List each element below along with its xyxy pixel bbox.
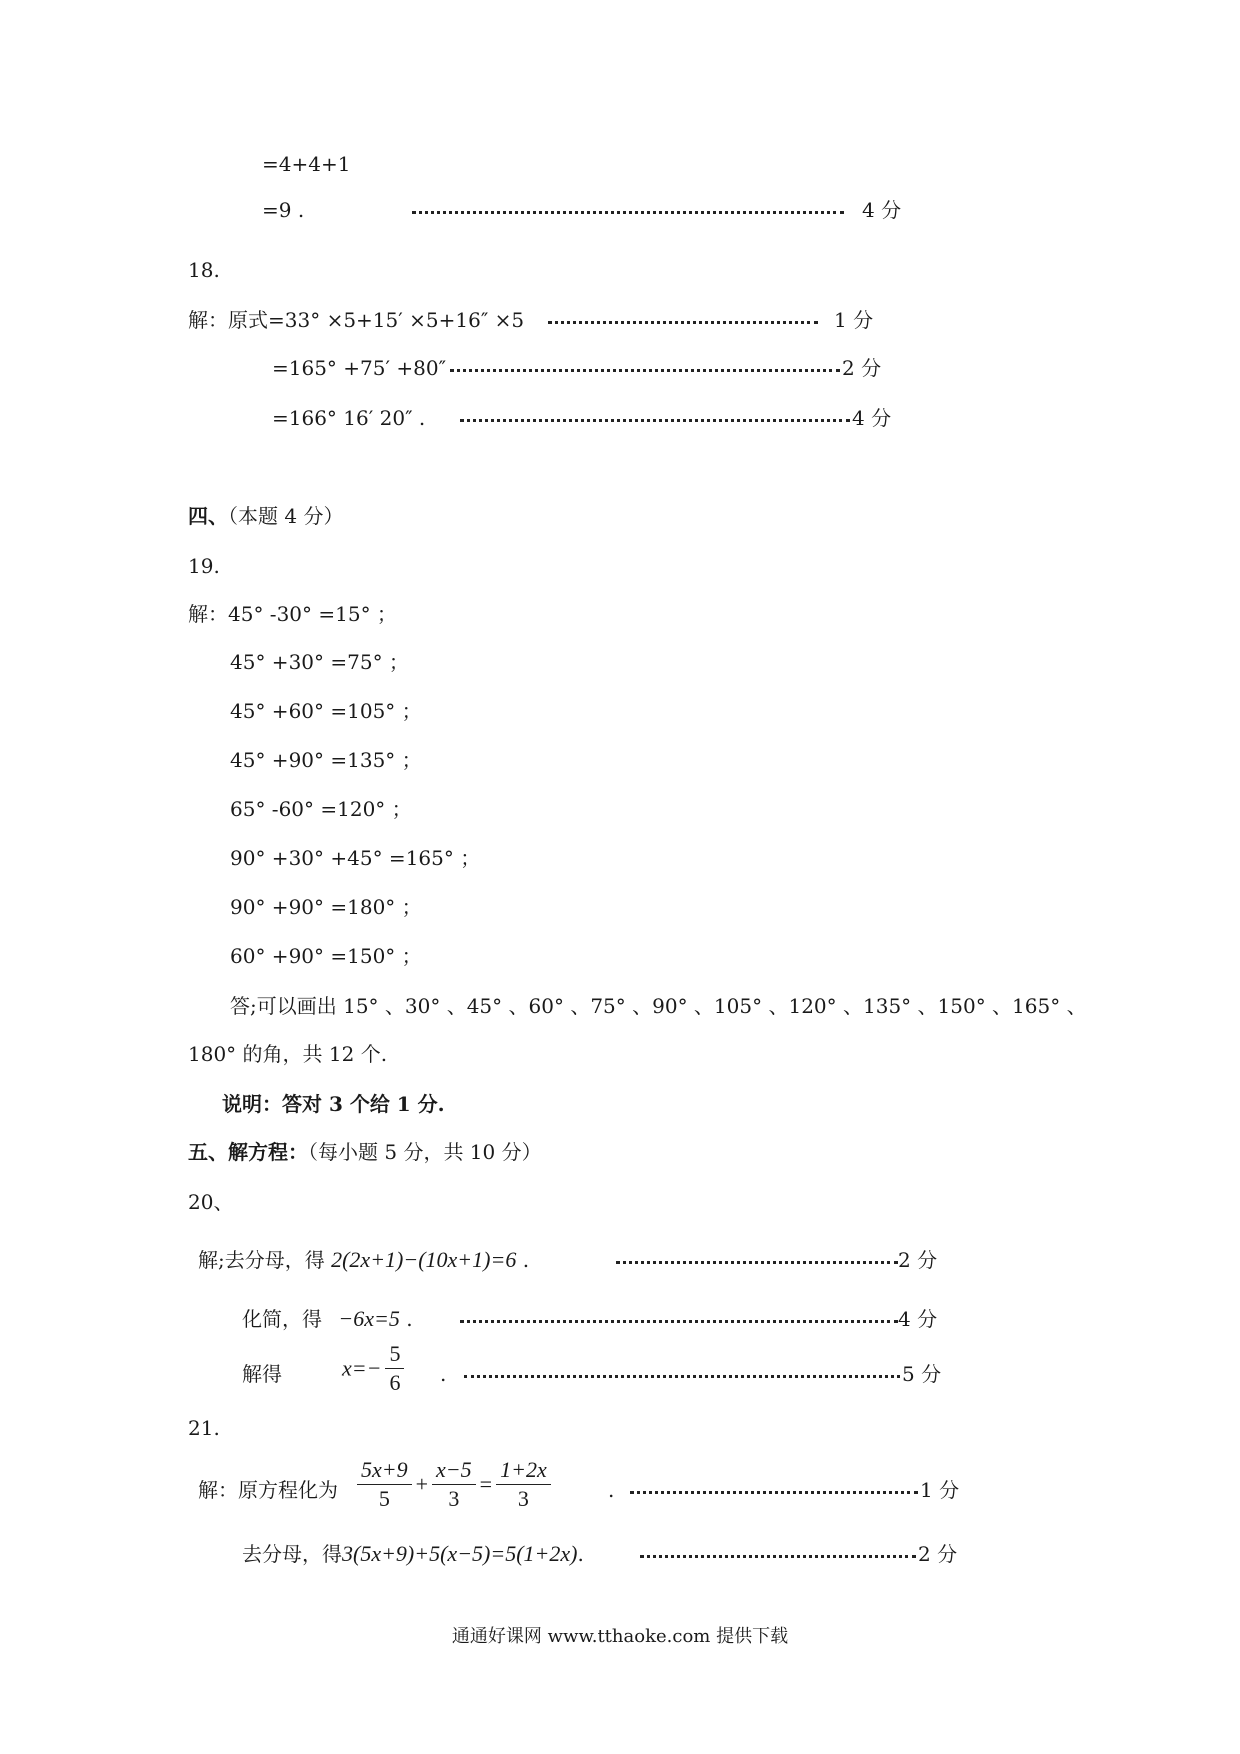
leader-dots xyxy=(616,1259,898,1264)
q18-step-3 xyxy=(272,404,892,432)
q18-step-1 xyxy=(188,306,888,334)
q20-step-3-label: 解得 xyxy=(242,1362,282,1386)
q20-step-2-label: 化简，得 xyxy=(242,1307,322,1331)
q19-note: 说明：答对 3 个给 1 分. xyxy=(222,1092,445,1116)
q20-step-2-equation: −6x=5 xyxy=(338,1306,400,1331)
score-label: 4 分 xyxy=(852,406,892,430)
numerator: 1+2x xyxy=(496,1456,551,1485)
page-footer: 通通好课网 www.tthaoke.com 提供下载 xyxy=(451,1626,789,1647)
score-label: 5 分 xyxy=(902,1362,942,1386)
q20-step-1 xyxy=(198,1246,958,1274)
score-label: 4 分 xyxy=(898,1307,938,1331)
q19-line: 90° +30° +45° =165° ； xyxy=(230,846,481,870)
q19-line: 65° -60° =120° ； xyxy=(230,797,412,821)
q19-answer-cont: 180° 的角，共 12 个. xyxy=(188,1042,388,1066)
denominator: 3 xyxy=(448,1486,460,1511)
q21-step-2-label: 去分母，得 xyxy=(242,1542,342,1566)
q20-step-1-label: 解;去分母，得 xyxy=(198,1248,325,1272)
numerator: x−5 xyxy=(432,1456,476,1485)
fraction xyxy=(385,1340,404,1397)
section-5-title: 五、解方程： xyxy=(188,1140,308,1164)
q21-step-1 xyxy=(198,1456,978,1526)
section-4-heading xyxy=(188,502,343,530)
q19-line: 45° +60° =105° ； xyxy=(230,699,422,723)
q20-step-3-end: . xyxy=(440,1362,447,1386)
numerator: 5 xyxy=(385,1340,404,1369)
denominator: 3 xyxy=(517,1486,529,1511)
section-4-note: （本题 4 分） xyxy=(228,504,344,528)
leader-dots xyxy=(460,1318,898,1323)
q19-line: 解：45° -30° =15° ； xyxy=(188,602,397,626)
q19-line: 45° +90° =135° ； xyxy=(230,748,422,772)
q21-step-1-equation xyxy=(353,1456,555,1513)
q19-line: 90° +90° =180° ； xyxy=(230,895,422,919)
score-label: 2 分 xyxy=(842,356,882,380)
q21-step-2-end: . xyxy=(577,1542,584,1566)
leader-dots xyxy=(548,319,818,324)
leader-dots xyxy=(450,367,840,372)
leader-dots xyxy=(640,1553,916,1558)
plus-sign: + xyxy=(415,1471,429,1497)
q20-step-2 xyxy=(242,1305,962,1333)
q20-step-3-lhs: x=− xyxy=(342,1355,382,1381)
fraction xyxy=(357,1456,412,1513)
q17-step-1: =4+4+1 xyxy=(262,152,351,176)
q18-step-2-text: =165° +75′ +80″ xyxy=(272,356,447,380)
leader-dots xyxy=(412,209,844,214)
leader-dots xyxy=(630,1489,918,1494)
q19-number: 19. xyxy=(188,554,220,578)
q19-answer: 答;可以画出 15° 、30° 、45° 、60° 、75° 、90° 、105° 、120° 、135° 、150° 、165° 、 xyxy=(230,994,1087,1018)
q17-step-2 xyxy=(262,196,922,224)
q21-step-1-label: 解：原方程化为 xyxy=(198,1478,338,1502)
q20-step-2-end: . xyxy=(406,1307,413,1331)
fraction xyxy=(496,1456,551,1513)
q18-step-1-text: 解：原式=33° ×5+15′ ×5+16″ ×5 xyxy=(188,308,525,332)
q20-step-3 xyxy=(242,1340,962,1400)
fraction xyxy=(432,1456,476,1513)
q21-step-1-end: . xyxy=(608,1478,615,1502)
denominator: 5 xyxy=(378,1486,390,1511)
score-label: 1 分 xyxy=(920,1478,960,1502)
section-5-note: （每小题 5 分，共 10 分） xyxy=(308,1140,542,1164)
q17-step-2-text: =9 . xyxy=(262,198,305,222)
q20-step-1-equation: 2(2x+1)−(10x+1)=6 xyxy=(331,1247,517,1272)
equals-sign: = xyxy=(479,1471,493,1497)
score-label: 2 分 xyxy=(898,1248,938,1272)
score-label: 4 分 xyxy=(862,198,902,222)
section-5-heading xyxy=(188,1138,542,1166)
q19-line: 45° +30° =75° ； xyxy=(230,650,409,674)
q21-step-2-equation: 3(5x+9)+5(x−5)=5(1+2x) xyxy=(342,1541,578,1566)
q20-step-3-expr xyxy=(342,1340,408,1397)
section-4-title: 四、 xyxy=(188,504,228,528)
denominator: 6 xyxy=(389,1370,401,1395)
q18-number: 18. xyxy=(188,258,220,282)
q20-step-1-end: . xyxy=(522,1248,530,1272)
q20-number: 20、 xyxy=(188,1190,234,1214)
leader-dots xyxy=(460,417,850,422)
q21-step-2 xyxy=(242,1540,982,1568)
numerator: 5x+9 xyxy=(357,1456,412,1485)
q18-step-3-text: =166° 16′ 20″ . xyxy=(272,406,426,430)
q21-number: 21. xyxy=(188,1416,220,1440)
q18-step-2 xyxy=(272,354,892,382)
leader-dots xyxy=(464,1373,900,1378)
score-label: 2 分 xyxy=(918,1542,958,1566)
score-label: 1 分 xyxy=(834,308,874,332)
q19-line: 60° +90° =150° ； xyxy=(230,944,422,968)
